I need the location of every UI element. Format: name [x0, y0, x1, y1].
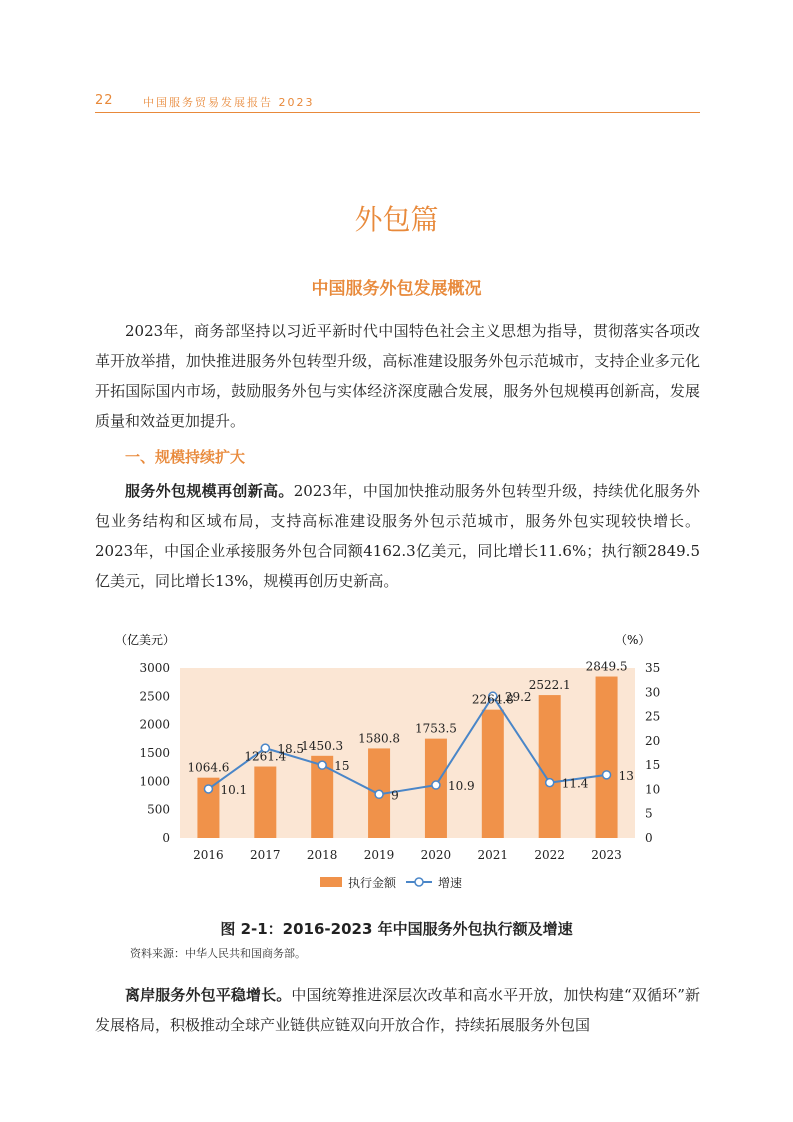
paragraph-offshore-lead: 离岸服务外包平稳增长。	[125, 986, 292, 1004]
paragraph-scale-text: 2023年，中国加快推动服务外包转型升级，持续优化服务外包业务结构和区域布局，支持高标准建设服务外包示范城市，服务外包实现较快增长。2023年，中国企业承接服务外包合同额4162.3亿美元，同比增长11.6%；执行额2849.5亿美元，同比增长13%，规模再创历史新高。	[95, 482, 700, 590]
bar-label-2021: 2264.8	[471, 692, 514, 707]
legend-swatch-bar	[320, 877, 342, 887]
y-tick-left-2000: 2000	[139, 717, 170, 732]
growth-label-2023: 13	[618, 768, 634, 783]
bar-label-2023: 2849.5	[585, 659, 628, 674]
x-tick-2022: 2022	[534, 848, 565, 862]
y-tick-right-35: 35	[645, 661, 661, 675]
y-tick-left-500: 500	[147, 802, 170, 817]
bar-label-2016: 1064.6	[187, 760, 230, 775]
paragraph-intro: 2023年，商务部坚持以习近平新时代中国特色社会主义思想为指导，贯彻落实各项改革开放举措，加快推进服务外包转型升级，高标准建设服务外包示范城市，支持企业多元化开拓国际国内市场，鼓励服务外包与实体经济深度融合发展，服务外包规模再创新高，发展质量和效益更加提升。	[95, 322, 700, 430]
x-tick-2018: 2018	[306, 848, 338, 862]
legend-label-line: 增速	[438, 876, 463, 890]
figure-caption: 图 2-1：2016-2023 年中国服务外包执行额及增速	[220, 920, 573, 938]
heading-scale-expanding: 一、规模持续扩大	[125, 448, 246, 466]
bar-2023	[596, 677, 618, 838]
growth-label-2020: 10.9	[447, 779, 475, 794]
x-tick-2017: 2017	[250, 848, 281, 862]
section-title: 外包篇	[354, 203, 439, 236]
y-tick-left-1500: 1500	[139, 746, 170, 760]
growth-label-2022: 11.4	[561, 776, 589, 791]
bar-label-2022: 2522.1	[528, 678, 571, 693]
outsourcing-chart	[115, 628, 670, 900]
bar-label-2017: 1261.4	[244, 749, 287, 764]
bar-label-2019: 1580.8	[358, 731, 401, 746]
page-number: 22	[95, 93, 114, 108]
page-header	[95, 90, 700, 113]
x-tick-2019: 2019	[363, 848, 395, 862]
x-tick-2021: 2021	[477, 848, 509, 862]
y-tick-right-20: 20	[645, 733, 661, 748]
bar-2021	[482, 710, 504, 838]
legend-label-bar: 执行金额	[348, 876, 397, 890]
paragraph-scale	[95, 476, 700, 596]
growth-point-2020	[432, 781, 440, 789]
growth-label-2021: 29.2	[504, 690, 532, 705]
y-tick-right-15: 15	[645, 758, 661, 773]
y-tick-right-0: 0	[645, 831, 653, 845]
growth-point-2019	[375, 790, 383, 798]
bar-label-2018: 1450.3	[301, 738, 344, 753]
y-tick-right-10: 10	[645, 782, 661, 797]
source-note: 资料来源：中华人民共和国商务部。	[130, 947, 306, 960]
growth-point-2023	[603, 771, 611, 779]
growth-label-2016: 10.1	[220, 782, 248, 797]
y-tick-right-5: 5	[645, 806, 653, 821]
growth-point-2022	[546, 779, 554, 787]
paragraph-scale-lead: 服务外包规模再创新高。	[125, 482, 294, 500]
bar-2022	[539, 695, 561, 838]
paragraph-offshore-text: 中国统筹推进深层次改革和高水平开放，加快构建“双循环”新发展格局，积极推动全球产业链供应链双向开放合作，持续拓展服务外包国	[95, 986, 700, 1034]
growth-point-2018	[318, 761, 326, 769]
y-tick-right-30: 30	[645, 685, 661, 700]
y-axis-label-right: （%）	[615, 633, 651, 647]
y-tick-left-0: 0	[162, 831, 170, 845]
y-tick-left-1000: 1000	[139, 774, 170, 789]
y-tick-left-3000: 3000	[139, 661, 170, 675]
growth-label-2018: 15	[334, 759, 350, 774]
growth-label-2019: 9	[391, 788, 399, 803]
y-tick-left-2500: 2500	[139, 689, 170, 704]
bar-label-2020: 1753.5	[414, 721, 457, 736]
sub-title: 中国服务外包发展概况	[311, 279, 482, 299]
growth-point-2016	[204, 785, 212, 793]
y-tick-right-25: 25	[645, 709, 661, 724]
bar-2017	[254, 767, 276, 838]
growth-label-2017: 18.5	[277, 742, 305, 757]
legend-swatch-marker	[415, 878, 423, 886]
x-tick-2016: 2016	[193, 848, 224, 862]
paragraph-offshore	[95, 980, 700, 1040]
running-title: 中国服务贸易发展报告 2023	[143, 96, 315, 109]
x-tick-2020: 2020	[420, 848, 452, 862]
x-tick-2023: 2023	[591, 848, 622, 862]
y-axis-label-left: （亿美元）	[115, 633, 176, 647]
